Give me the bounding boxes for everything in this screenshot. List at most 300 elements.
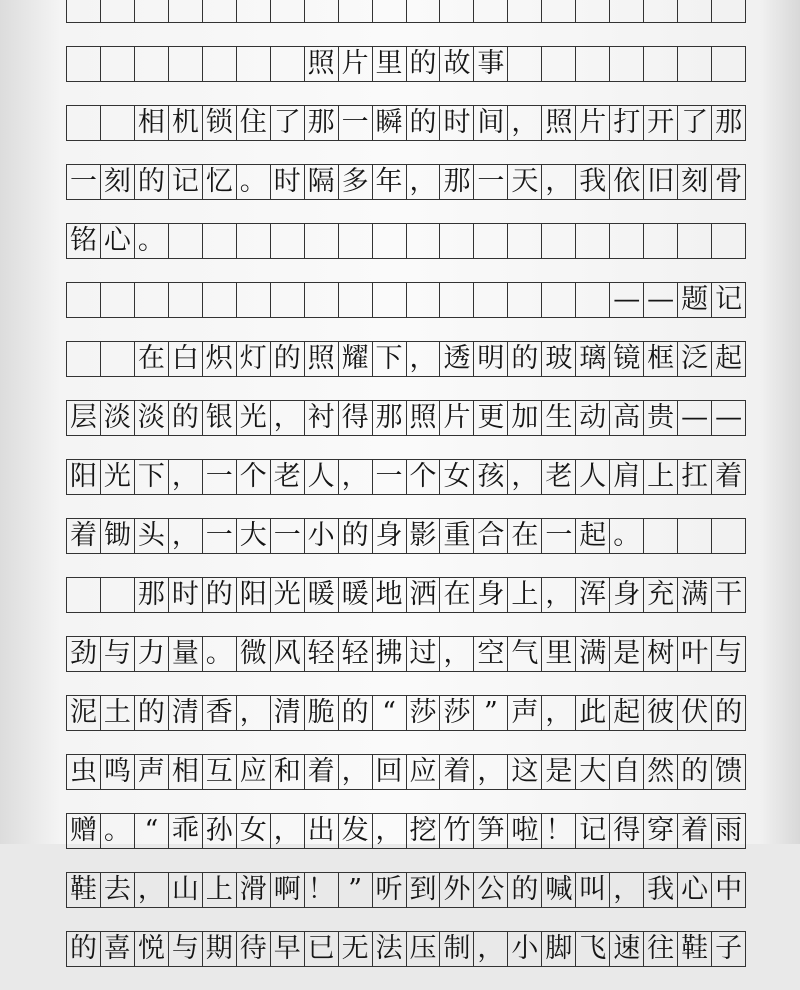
grid-cell: 相 [169, 755, 203, 789]
grid-cell: 淡 [101, 401, 135, 435]
manuscript-row [66, 341, 746, 377]
grid-cell: 下 [135, 460, 169, 494]
grid-cell: ， [373, 814, 407, 848]
grid-cell: 记 [712, 283, 746, 317]
manuscript-row [66, 223, 746, 259]
grid-cell: 起 [712, 342, 746, 376]
grid-cell: 重 [440, 519, 474, 553]
grid-cell: 身 [610, 578, 644, 612]
grid-cell: 声 [508, 696, 542, 730]
grid-cell [440, 224, 474, 258]
grid-cell: 浑 [576, 578, 610, 612]
grid-cell: 一 [203, 460, 237, 494]
grid-cell: 的 [135, 696, 169, 730]
grid-cell: 无 [339, 932, 373, 966]
grid-cell: 身 [373, 519, 407, 553]
grid-cell: 地 [373, 578, 407, 612]
grid-cell: 上 [644, 460, 678, 494]
grid-cell: 片 [576, 106, 610, 140]
grid-cell: 期 [203, 932, 237, 966]
grid-cell [678, 0, 712, 22]
grid-cell [440, 283, 474, 317]
grid-cell: 大 [576, 755, 610, 789]
grid-cell: 打 [610, 106, 644, 140]
grid-cell: ， [169, 519, 203, 553]
grid-cell: 山 [169, 873, 203, 907]
grid-cell: 层 [67, 401, 101, 435]
grid-cell [271, 283, 305, 317]
grid-cell: 听 [373, 873, 407, 907]
manuscript-row [66, 754, 746, 790]
grid-cell: “ [135, 814, 169, 848]
grid-cell: 。 [237, 165, 271, 199]
grid-cell: 时 [440, 106, 474, 140]
grid-cell: 着 [440, 755, 474, 789]
grid-cell: 间 [474, 106, 508, 140]
manuscript-row [66, 0, 746, 23]
grid-cell: 滑 [237, 873, 271, 907]
grid-cell: 一 [373, 460, 407, 494]
grid-cell: 在 [440, 578, 474, 612]
grid-cell [169, 0, 203, 22]
grid-cell: 了 [271, 106, 305, 140]
grid-cell: 照 [407, 401, 441, 435]
grid-cell: 白 [169, 342, 203, 376]
grid-cell: 虫 [67, 755, 101, 789]
grid-cell [373, 0, 407, 22]
grid-cell [610, 224, 644, 258]
grid-cell: ， [440, 637, 474, 671]
grid-cell [135, 47, 169, 81]
grid-cell [576, 283, 610, 317]
grid-cell [712, 224, 746, 258]
grid-cell: 肩 [610, 460, 644, 494]
grid-cell: 压 [407, 932, 441, 966]
grid-cell: 人 [305, 460, 339, 494]
grid-cell: 飞 [576, 932, 610, 966]
grid-cell: ， [542, 165, 576, 199]
grid-cell: 树 [644, 637, 678, 671]
grid-cell: 在 [135, 342, 169, 376]
grid-cell: 出 [305, 814, 339, 848]
grid-cell: 一 [203, 519, 237, 553]
grid-cell: 那 [440, 165, 474, 199]
grid-cell [237, 0, 271, 22]
grid-cell [576, 0, 610, 22]
grid-cell: 个 [407, 460, 441, 494]
grid-cell: 生 [542, 401, 576, 435]
grid-cell [373, 283, 407, 317]
grid-cell: 一 [474, 165, 508, 199]
grid-cell: 此 [576, 696, 610, 730]
grid-cell: 乖 [169, 814, 203, 848]
grid-cell: 我 [576, 165, 610, 199]
grid-cell: 啊 [271, 873, 305, 907]
grid-cell: 。 [135, 224, 169, 258]
grid-cell [644, 224, 678, 258]
grid-cell: 风 [271, 637, 305, 671]
grid-cell [271, 47, 305, 81]
grid-cell: 挖 [407, 814, 441, 848]
grid-cell: 脚 [542, 932, 576, 966]
grid-cell: 得 [610, 814, 644, 848]
grid-cell: 孙 [203, 814, 237, 848]
grid-cell: 的 [339, 696, 373, 730]
grid-cell: 鞋 [678, 932, 712, 966]
grid-cell: 的 [203, 578, 237, 612]
grid-cell: 照 [305, 342, 339, 376]
grid-cell: 起 [576, 519, 610, 553]
grid-cell [169, 47, 203, 81]
grid-cell [644, 0, 678, 22]
grid-cell: 影 [407, 519, 441, 553]
grid-cell [508, 224, 542, 258]
grid-cell [542, 47, 576, 81]
grid-cell: 的 [271, 342, 305, 376]
grid-cell: 女 [237, 814, 271, 848]
grid-cell: 银 [203, 401, 237, 435]
grid-cell: 啦 [508, 814, 542, 848]
grid-cell: 身 [474, 578, 508, 612]
grid-cell: 淡 [135, 401, 169, 435]
grid-cell [678, 47, 712, 81]
grid-cell: 小 [508, 932, 542, 966]
grid-cell [610, 0, 644, 22]
grid-cell: 的 [67, 932, 101, 966]
grid-cell: 隔 [305, 165, 339, 199]
grid-cell: 铭 [67, 224, 101, 258]
grid-cell: 是 [610, 637, 644, 671]
grid-cell: ， [135, 873, 169, 907]
grid-cell [101, 0, 135, 22]
grid-cell: 老 [271, 460, 305, 494]
grid-cell: 法 [373, 932, 407, 966]
grid-cell: — [678, 401, 712, 435]
grid-cell: 馈 [712, 755, 746, 789]
grid-cell [67, 283, 101, 317]
grid-cell: 人 [576, 460, 610, 494]
grid-cell [101, 578, 135, 612]
grid-cell: 我 [644, 873, 678, 907]
grid-cell: ， [610, 873, 644, 907]
grid-cell: ， [542, 696, 576, 730]
grid-cell: 着 [678, 814, 712, 848]
grid-cell: 待 [237, 932, 271, 966]
grid-cell [271, 0, 305, 22]
grid-cell [339, 283, 373, 317]
grid-cell: 着 [712, 460, 746, 494]
grid-cell: 着 [67, 519, 101, 553]
grid-cell: 多 [339, 165, 373, 199]
grid-cell: 起 [610, 696, 644, 730]
grid-cell: 骨 [712, 165, 746, 199]
grid-cell: 耀 [339, 342, 373, 376]
grid-cell: ， [169, 460, 203, 494]
grid-cell: 更 [474, 401, 508, 435]
grid-cell: 照 [305, 47, 339, 81]
grid-cell: 彼 [644, 696, 678, 730]
grid-cell: ， [407, 165, 441, 199]
grid-cell: 气 [508, 637, 542, 671]
grid-cell: ， [237, 696, 271, 730]
grid-cell: 清 [169, 696, 203, 730]
grid-cell: 微 [237, 637, 271, 671]
grid-cell: 忆 [203, 165, 237, 199]
grid-cell: 老 [542, 460, 576, 494]
grid-cell: 炽 [203, 342, 237, 376]
grid-cell: ， [407, 342, 441, 376]
grid-cell: 脆 [305, 696, 339, 730]
grid-cell [101, 106, 135, 140]
grid-cell [305, 0, 339, 22]
grid-cell: 璃 [576, 342, 610, 376]
grid-cell [67, 47, 101, 81]
grid-cell: 往 [644, 932, 678, 966]
grid-cell [474, 224, 508, 258]
grid-cell: 量 [169, 637, 203, 671]
grid-cell: 里 [542, 637, 576, 671]
grid-cell: 片 [440, 401, 474, 435]
grid-cell: 去 [101, 873, 135, 907]
grid-cell: 这 [508, 755, 542, 789]
grid-cell: 子 [712, 932, 746, 966]
grid-cell: 速 [610, 932, 644, 966]
grid-cell: 明 [474, 342, 508, 376]
grid-cell: ， [271, 814, 305, 848]
grid-cell [271, 224, 305, 258]
grid-cell: 了 [678, 106, 712, 140]
grid-cell [508, 283, 542, 317]
grid-cell: 早 [271, 932, 305, 966]
grid-cell: 到 [407, 873, 441, 907]
grid-cell [203, 47, 237, 81]
grid-cell [237, 283, 271, 317]
grid-cell: 回 [373, 755, 407, 789]
grid-cell: 光 [271, 578, 305, 612]
grid-cell: 的 [678, 755, 712, 789]
grid-cell [373, 224, 407, 258]
grid-cell: 贵 [644, 401, 678, 435]
grid-cell: ， [542, 578, 576, 612]
grid-cell [508, 47, 542, 81]
grid-cell: 透 [440, 342, 474, 376]
grid-cell: 刻 [101, 165, 135, 199]
grid-cell: ！ [542, 814, 576, 848]
manuscript-row [66, 518, 746, 554]
grid-cell: 喊 [542, 873, 576, 907]
grid-cell: 的 [508, 342, 542, 376]
grid-cell [576, 224, 610, 258]
grid-cell: 小 [305, 519, 339, 553]
grid-cell [135, 283, 169, 317]
grid-cell: ， [271, 401, 305, 435]
grid-cell: 衬 [305, 401, 339, 435]
grid-cell [305, 224, 339, 258]
grid-cell: 锄 [101, 519, 135, 553]
grid-cell: 自 [610, 755, 644, 789]
grid-cell: 莎 [407, 696, 441, 730]
grid-cell: 光 [101, 460, 135, 494]
grid-cell: 的 [407, 106, 441, 140]
grid-cell: 与 [712, 637, 746, 671]
grid-cell: 拂 [373, 637, 407, 671]
grid-cell [407, 283, 441, 317]
grid-cell: 合 [474, 519, 508, 553]
grid-cell [203, 0, 237, 22]
grid-cell: 动 [576, 401, 610, 435]
grid-cell: 头 [135, 519, 169, 553]
grid-cell: 暖 [305, 578, 339, 612]
grid-cell: 泥 [67, 696, 101, 730]
manuscript-row [66, 400, 746, 436]
grid-cell: 竹 [440, 814, 474, 848]
grid-cell: 旧 [644, 165, 678, 199]
grid-cell [237, 47, 271, 81]
grid-cell: 下 [373, 342, 407, 376]
grid-cell: 瞬 [373, 106, 407, 140]
grid-cell: 阳 [67, 460, 101, 494]
grid-cell: 里 [373, 47, 407, 81]
grid-cell: 在 [508, 519, 542, 553]
manuscript-row [66, 872, 746, 908]
grid-cell [712, 0, 746, 22]
grid-cell: 力 [135, 637, 169, 671]
grid-cell: 。 [101, 814, 135, 848]
grid-cell: 孩 [474, 460, 508, 494]
grid-cell: 锁 [203, 106, 237, 140]
grid-cell: 一 [67, 165, 101, 199]
grid-cell: ， [474, 755, 508, 789]
grid-cell: 土 [101, 696, 135, 730]
grid-cell: 时 [169, 578, 203, 612]
grid-cell: 加 [508, 401, 542, 435]
manuscript-row [66, 459, 746, 495]
grid-cell: 事 [474, 47, 508, 81]
essay-title-row [66, 46, 746, 82]
grid-cell: 雨 [712, 814, 746, 848]
grid-cell: ” [474, 696, 508, 730]
grid-cell: 赠 [67, 814, 101, 848]
grid-cell: 轻 [305, 637, 339, 671]
grid-cell: 伏 [678, 696, 712, 730]
grid-cell [407, 0, 441, 22]
grid-cell: 叶 [678, 637, 712, 671]
grid-cell: 相 [135, 106, 169, 140]
grid-cell [644, 47, 678, 81]
grid-cell: — [712, 401, 746, 435]
grid-cell: 满 [678, 578, 712, 612]
grid-cell: 心 [101, 224, 135, 258]
grid-cell: 阳 [237, 578, 271, 612]
grid-cell: 上 [203, 873, 237, 907]
grid-cell: 叫 [576, 873, 610, 907]
grid-cell: 清 [271, 696, 305, 730]
grid-cell [440, 0, 474, 22]
grid-cell [67, 342, 101, 376]
grid-cell: 与 [101, 637, 135, 671]
grid-cell: — [610, 283, 644, 317]
grid-cell [237, 224, 271, 258]
grid-cell: 框 [644, 342, 678, 376]
grid-cell [474, 283, 508, 317]
grid-cell [474, 0, 508, 22]
grid-cell: 轻 [339, 637, 373, 671]
grid-cell [339, 0, 373, 22]
grid-cell: 喜 [101, 932, 135, 966]
grid-cell: 应 [237, 755, 271, 789]
manuscript-grid [66, 0, 746, 990]
grid-cell: 外 [440, 873, 474, 907]
grid-cell [508, 0, 542, 22]
grid-cell: 悦 [135, 932, 169, 966]
grid-cell: 一 [339, 106, 373, 140]
grid-cell [169, 224, 203, 258]
grid-cell: 发 [339, 814, 373, 848]
grid-cell: 已 [305, 932, 339, 966]
grid-cell: 暖 [339, 578, 373, 612]
grid-cell: ！ [305, 873, 339, 907]
grid-cell: 洒 [407, 578, 441, 612]
grid-cell [101, 47, 135, 81]
grid-cell: 高 [610, 401, 644, 435]
grid-cell: 莎 [440, 696, 474, 730]
grid-cell: 记 [169, 165, 203, 199]
grid-cell [576, 47, 610, 81]
grid-cell: 那 [135, 578, 169, 612]
grid-cell [644, 519, 678, 553]
grid-cell: 泛 [678, 342, 712, 376]
grid-cell [407, 224, 441, 258]
grid-cell: 鞋 [67, 873, 101, 907]
grid-cell: 鸣 [101, 755, 135, 789]
grid-cell: 天 [508, 165, 542, 199]
grid-cell: 充 [644, 578, 678, 612]
manuscript-row [66, 282, 746, 318]
grid-cell: 。 [203, 637, 237, 671]
grid-cell: 开 [644, 106, 678, 140]
manuscript-row [66, 931, 746, 967]
grid-cell: 照 [542, 106, 576, 140]
manuscript-row [66, 695, 746, 731]
grid-cell [678, 519, 712, 553]
grid-cell: 然 [644, 755, 678, 789]
grid-cell: 一 [542, 519, 576, 553]
grid-cell: 互 [203, 755, 237, 789]
grid-cell: 玻 [542, 342, 576, 376]
grid-cell: ， [508, 460, 542, 494]
grid-cell: 扛 [678, 460, 712, 494]
grid-cell: 的 [407, 47, 441, 81]
grid-cell: 心 [678, 873, 712, 907]
grid-cell: 公 [474, 873, 508, 907]
grid-cell: ， [474, 932, 508, 966]
grid-cell: 那 [305, 106, 339, 140]
grid-cell: 满 [576, 637, 610, 671]
grid-cell: 的 [339, 519, 373, 553]
grid-cell [542, 224, 576, 258]
grid-cell: 中 [712, 873, 746, 907]
grid-cell: 得 [339, 401, 373, 435]
grid-cell: 题 [678, 283, 712, 317]
grid-cell [542, 283, 576, 317]
grid-cell: — [644, 283, 678, 317]
grid-cell: 依 [610, 165, 644, 199]
grid-cell: 干 [712, 578, 746, 612]
grid-cell [67, 106, 101, 140]
grid-cell: 镜 [610, 342, 644, 376]
grid-cell: 一 [271, 519, 305, 553]
grid-cell: 和 [271, 755, 305, 789]
